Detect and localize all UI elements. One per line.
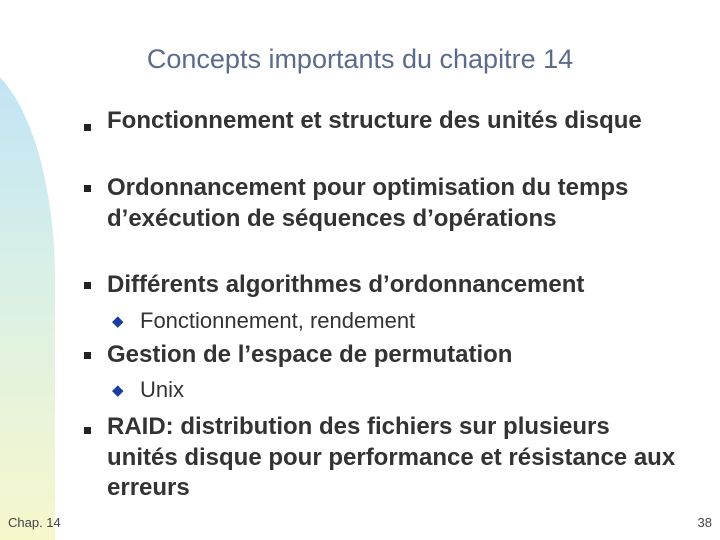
bullet-text: Gestion de l’espace de permutation bbox=[107, 341, 513, 368]
square-bullet-icon bbox=[84, 185, 91, 192]
square-bullet-icon bbox=[84, 282, 91, 289]
page-number: 38 bbox=[697, 515, 712, 530]
bullet-text: Ordonnancement pour optimisation du temps d’exécution de séquences d’opérations bbox=[107, 174, 629, 232]
diamond-bullet-icon: ◆ bbox=[112, 313, 124, 330]
bullet-text: RAID: distribution des fichiers sur plusieurs unités disque pour performance et résistance aux erreurs bbox=[107, 413, 676, 501]
slide-title: Concepts importants du chapitre 14 bbox=[146, 44, 574, 74]
square-bullet-icon bbox=[84, 352, 91, 359]
square-bullet-icon bbox=[84, 427, 91, 434]
decorative-background-shape bbox=[0, 60, 55, 540]
sub-bullet-text: Fonctionnement, rendement bbox=[140, 308, 416, 333]
square-bullet-icon bbox=[84, 124, 91, 131]
diamond-bullet-icon: ◆ bbox=[112, 382, 124, 399]
sub-bullet-text: Unix bbox=[140, 377, 185, 402]
bullet-text: Différents algorithmes d’ordonnancement bbox=[107, 271, 585, 298]
footer-chapter: Chap. 14 bbox=[8, 515, 61, 530]
bullet-text: Fonctionnement et structure des unités disque bbox=[107, 107, 642, 134]
